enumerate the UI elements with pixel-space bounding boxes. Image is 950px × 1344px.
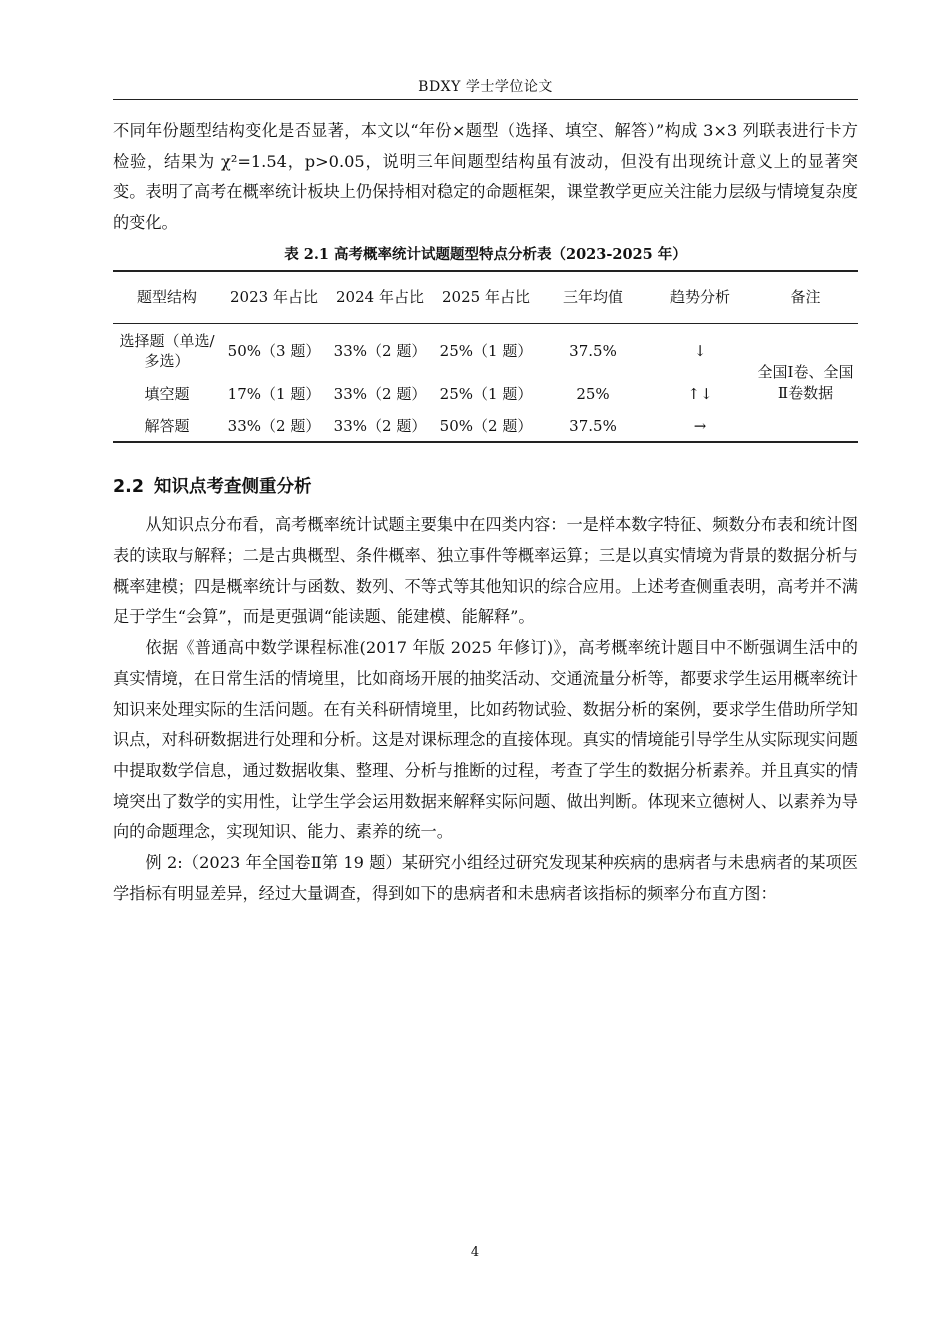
section-heading bbox=[113, 473, 858, 498]
table-cell: 33%（2 题） bbox=[227, 416, 321, 435]
page-content bbox=[113, 116, 858, 909]
table-row bbox=[113, 378, 858, 410]
body-paragraph: 从知识点分布看，高考概率统计试题主要集中在四类内容：一是样本数字特征、频数分布表和统计图表的读取与解释；二是古典概型、条件概率、独立事件等概率运算；三是以真实情境为背景的数据分析与概率建模；四是概率统计与函数、数列、不等式等其他知识的综合应用。上述考查侧重表明，高考并不满足于学生“会算”，而是更强调“能读题、能建模、能解释”。 bbox=[113, 515, 858, 627]
table-cell: 解答题 bbox=[144, 416, 190, 435]
section-number: 2.2 bbox=[113, 477, 145, 498]
page-number: 4 bbox=[470, 1245, 480, 1260]
page-header: BDXY 学士学位论文 bbox=[418, 79, 553, 95]
table-header-cell: 备注 bbox=[753, 271, 858, 324]
table-header-cell: 2024 年占比 bbox=[327, 271, 433, 324]
question-type-table bbox=[113, 270, 858, 444]
table-cell: 37.5% bbox=[569, 342, 617, 361]
table-cell: 50%（3 题） bbox=[227, 342, 321, 361]
table-cell: 25% bbox=[576, 385, 610, 404]
table-cell: 33%（2 题） bbox=[333, 416, 427, 435]
table-cell: 37.5% bbox=[569, 416, 617, 435]
table-cell: ↑↓ bbox=[687, 385, 713, 404]
table-cell: 33%（2 题） bbox=[333, 385, 427, 404]
table-cell: 25%（1 题） bbox=[439, 342, 533, 361]
table-cell: 33%（2 题） bbox=[333, 342, 427, 361]
table-note-cell: 全国Ⅰ卷、全国Ⅱ卷数据 bbox=[757, 362, 854, 402]
table-cell: → bbox=[693, 416, 707, 435]
table-cell: ↓ bbox=[693, 342, 707, 361]
header-rule bbox=[113, 99, 858, 100]
table-row bbox=[113, 323, 858, 378]
table-header-cell: 2023 年占比 bbox=[221, 271, 327, 324]
table-cell: 17%（1 题） bbox=[227, 385, 321, 404]
table-header-row bbox=[113, 271, 858, 324]
body-paragraph: 依据《普通高中数学课程标准(2017 年版 2025 年修订)》，高考概率统计题目中不断强调生活中的真实情境，在日常生活的情境里，比如商场开展的抽奖活动、交通流量分析等，都要求学生运用概率统计知识来处理实际的生活问题。在有关科研情境里，比如药物试验、数据分析的案例，要求学生借助所学知识点，对科研数据进行处理和分析。这是对课标理念的直接体现。真实的情境能引导学生从实际现实问题中提取数学信息，通过数据收集、整理、分析与推断的过程，考查了学生的数据分析素养。并且真实的情境突出了数学的实用性，让学生学会运用数据来解释实际问题、做出判断。体现来立德树人、以素养为导向的命题理念，实现知识、能力、素养的统一。 bbox=[113, 638, 858, 842]
table-cell: 填空题 bbox=[144, 385, 190, 404]
table-row bbox=[113, 410, 858, 442]
intro-paragraph: 不同年份题型结构变化是否显著，本文以“年份×题型（选择、填空、解答）”构成 3×3 列联表进行卡方检验，结果为 χ²=1.54，p>0.05，说明三年间题型结构虽有波动，但没有出现统计意义上的显著突变。表明了高考在概率统计板块上仍保持相对稳定的命题框架，课堂教学更应关注能力层级与情境复杂度的变化。 bbox=[113, 121, 858, 233]
example-paragraph: 例 2:（2023 年全国卷Ⅱ第 19 题）某研究小组经过研究发现某种疾病的患病者与未患病者的某项医学指标有明显差异，经过大量调查，得到如下的患病者和未患病者该指标的频率分布直方图： bbox=[113, 853, 858, 903]
table-cell: 50%（2 题） bbox=[439, 416, 533, 435]
table-cell: 选择题（单选/多选） bbox=[119, 332, 215, 371]
table-header-cell: 三年均值 bbox=[539, 271, 647, 324]
table-header-cell: 题型结构 bbox=[113, 271, 221, 324]
table-header-cell: 2025 年占比 bbox=[433, 271, 539, 324]
table-caption: 表 2.1 高考概率统计试题题型特点分析表（2023-2025 年） bbox=[284, 245, 687, 263]
section-title: 知识点考查侧重分析 bbox=[154, 477, 312, 498]
table-cell: 25%（1 题） bbox=[439, 385, 533, 404]
table-header-cell: 趋势分析 bbox=[647, 271, 753, 324]
